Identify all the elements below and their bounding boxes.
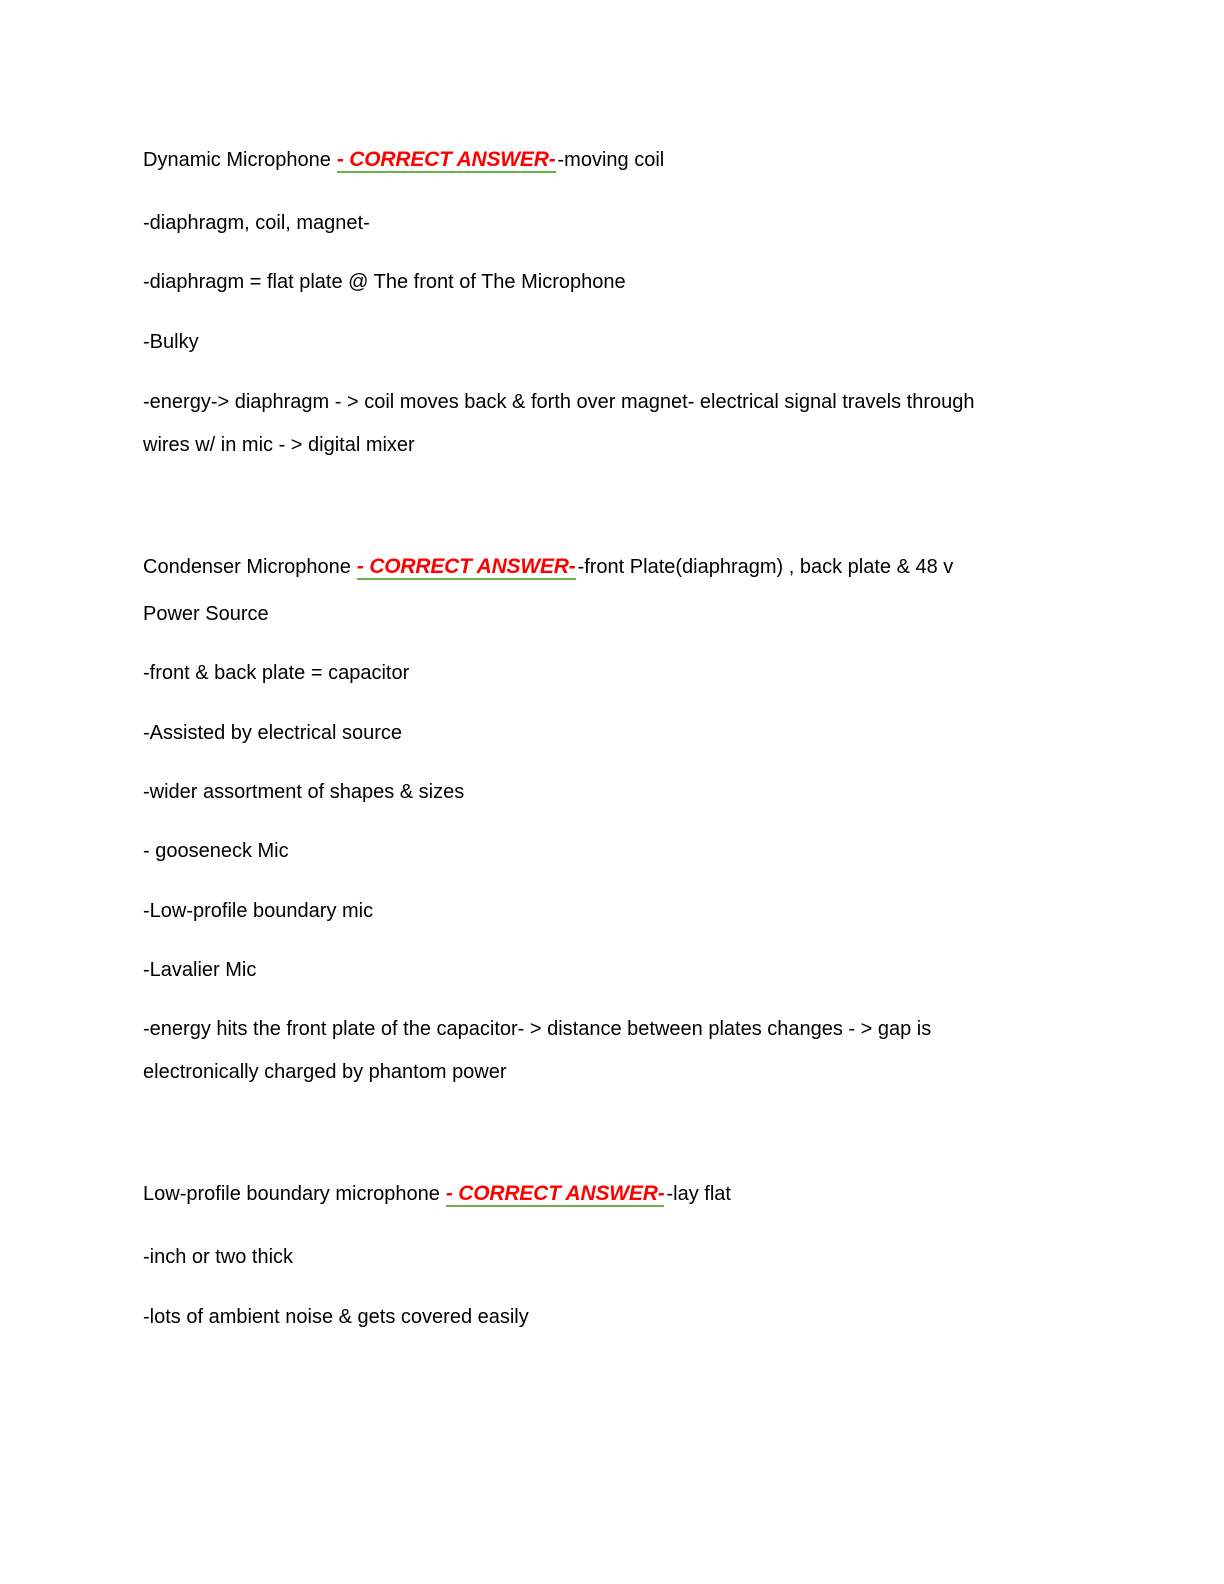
note-line: -wider assortment of shapes & sizes bbox=[143, 781, 465, 803]
term-heading-condenser bbox=[143, 555, 1083, 579]
note-line: -inch or two thick bbox=[143, 1246, 294, 1268]
note-line: -energy-> diaphragm - > coil moves back & forth over magnet- electrical signal travels through bbox=[143, 391, 975, 413]
definition-continuation: Power Source bbox=[143, 603, 269, 625]
definition-text: -front Plate(diaphragm) , back plate & 48 v bbox=[577, 556, 954, 578]
definition-text: -lay flat bbox=[666, 1183, 731, 1205]
note-line: -Assisted by electrical source bbox=[143, 722, 402, 744]
term-label: Dynamic Microphone bbox=[143, 149, 331, 171]
note-line: -energy hits the front plate of the capacitor- > distance between plates changes - > gap is bbox=[143, 1018, 932, 1040]
note-line: -Low-profile boundary mic bbox=[143, 900, 374, 922]
note-line: - gooseneck Mic bbox=[143, 840, 289, 862]
note-line: -diaphragm = flat plate @ The front of The Microphone bbox=[143, 271, 626, 293]
note-line: -front & back plate = capacitor bbox=[143, 662, 410, 684]
note-line: electronically charged by phantom power bbox=[143, 1061, 507, 1083]
correct-answer-marker: - CORRECT ANSWER- bbox=[336, 148, 556, 171]
note-line: -diaphragm, coil, magnet- bbox=[143, 212, 370, 234]
term-label: Low-profile boundary microphone bbox=[143, 1183, 440, 1205]
note-line: -lots of ambient noise & gets covered easily bbox=[143, 1306, 529, 1328]
note-line: -Bulky bbox=[143, 331, 199, 353]
correct-answer-marker: - CORRECT ANSWER- bbox=[445, 1182, 665, 1205]
note-line: -Lavalier Mic bbox=[143, 959, 257, 981]
note-line: wires w/ in mic - > digital mixer bbox=[143, 434, 415, 456]
term-label: Condenser Microphone bbox=[143, 556, 351, 578]
definition-text: -moving coil bbox=[557, 149, 665, 171]
term-heading-dynamic bbox=[143, 148, 1083, 172]
correct-answer-marker: - CORRECT ANSWER- bbox=[356, 555, 576, 578]
term-heading-boundary bbox=[143, 1182, 1083, 1206]
